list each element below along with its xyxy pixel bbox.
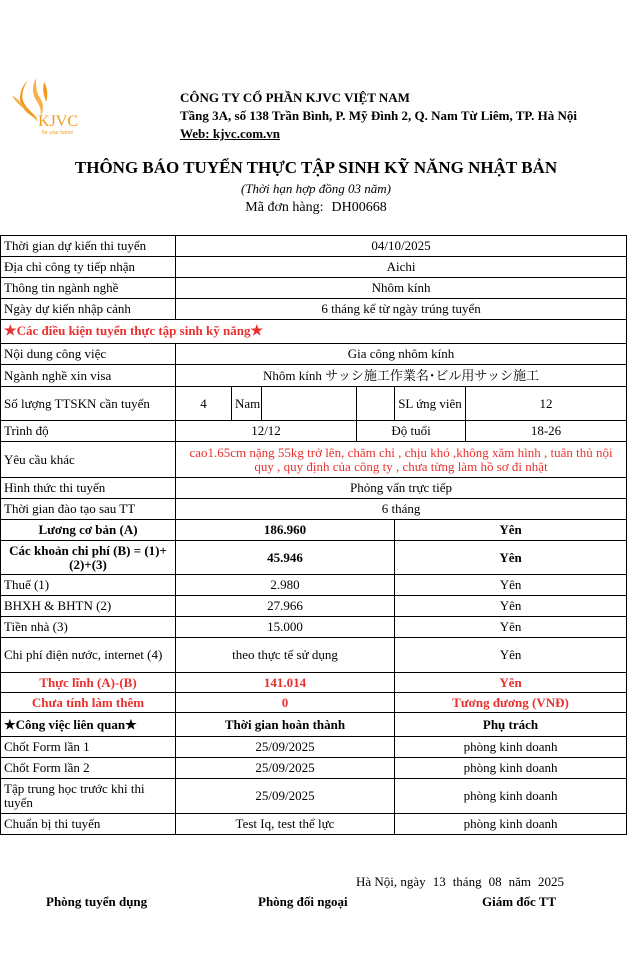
exam-form-value: Phỏng vấn trực tiếp — [176, 478, 627, 499]
tax-label: Thuế (1) — [1, 575, 176, 596]
table-row — [1, 278, 627, 299]
overtime-value: 0 — [176, 693, 395, 713]
age-value: 18-26 — [466, 421, 627, 442]
year-value: 2025 — [537, 874, 564, 889]
table-row — [1, 236, 627, 257]
other-requirements-value: cao1.65cm nặng 55kg trở lên, chăm chỉ , chịu khó ,không xăm hình , tuân thủ nội quy , quy định của công ty , chưa từng làm hồ sơ đi nhật — [176, 442, 627, 478]
contract-term: (Thời hạn hợp đồng 03 năm) — [240, 181, 391, 196]
row-label: Số lượng TTSKN cần tuyển — [1, 387, 176, 421]
table-row — [1, 638, 627, 673]
table-row — [1, 713, 627, 737]
row-label: Thời gian dự kiến thi tuyển — [1, 236, 176, 257]
utilities-value: theo thực tế sử dụng — [176, 638, 395, 673]
task-owner: phòng kinh doanh — [395, 758, 627, 779]
company-address-value: Aichi — [176, 257, 627, 278]
table-row — [1, 617, 627, 638]
owner-header: Phụ trách — [395, 713, 627, 737]
exam-date-value: 04/10/2025 — [176, 236, 627, 257]
base-salary-unit: Yên — [395, 520, 627, 541]
order-code-value: DH00668 — [331, 200, 387, 215]
task-date: 25/09/2025 — [176, 758, 395, 779]
row-label: Ngành nghề xin visa — [1, 365, 176, 387]
task-name: Tập trung học trước khi thi tuyển — [1, 779, 176, 814]
table-row — [1, 673, 627, 693]
day-value: 13 — [432, 874, 446, 889]
tasks-header — [1, 713, 176, 737]
row-label: Địa chỉ công ty tiếp nhận — [1, 257, 176, 278]
row-label: Trình độ — [1, 421, 176, 442]
place-label: Hà Nội, ngày — [356, 874, 426, 889]
education-value: 12/12 — [176, 421, 357, 442]
row-label: Hình thức thi tuyển — [1, 478, 176, 499]
row-label: Yêu cầu khác — [1, 442, 176, 478]
table-row — [1, 814, 627, 835]
signature-foreign-affairs: Phòng đối ngoại — [258, 894, 348, 909]
conditions-header-text: Các điều kiện tuyển thực tập sinh kỹ năng — [16, 323, 251, 338]
utilities-unit: Yên — [395, 638, 627, 673]
month-label: tháng — [452, 874, 482, 889]
entry-date-value: 6 tháng kể từ ngày trúng tuyển — [176, 299, 627, 320]
company-logo — [8, 76, 100, 138]
signature-director: Giám đốc TT — [482, 894, 557, 909]
insurance-value: 27.966 — [176, 596, 395, 617]
male-label: Nam — [232, 387, 262, 421]
phoenix-logo-icon — [8, 76, 100, 138]
table-row — [1, 779, 627, 814]
job-content-value: Gia công nhôm kính — [176, 344, 627, 365]
base-salary-value: 186.960 — [176, 520, 395, 541]
table-row — [1, 320, 627, 344]
insurance-unit: Yên — [395, 596, 627, 617]
costs-value: 45.946 — [176, 541, 395, 575]
table-row — [1, 344, 627, 365]
svg-text:for your future: for your future — [42, 130, 74, 136]
conditions-header — [1, 320, 627, 344]
task-owner: phòng kinh doanh — [395, 814, 627, 835]
tax-unit: Yên — [395, 575, 627, 596]
task-date: Test Iq, test thể lực — [176, 814, 395, 835]
table-row — [1, 737, 627, 758]
candidates-value: 12 — [466, 387, 627, 421]
net-salary-label: Thực lĩnh (A)-(B) — [1, 673, 176, 693]
training-time-value: 6 tháng — [176, 499, 627, 520]
completion-time-header: Thời gian hoàn thành — [176, 713, 395, 737]
task-owner: phòng kinh doanh — [395, 737, 627, 758]
housing-value: 15.000 — [176, 617, 395, 638]
visa-value: Nhôm kính サッシ施工作業名･ビル用サッシ施工 — [176, 365, 627, 387]
table-row — [1, 478, 627, 499]
costs-label: Các khoản chi phí (B) = (1)+(2)+(3) — [1, 541, 176, 575]
company-address: Tầng 3A, số 138 Trần Bình, P. Mỹ Đình 2, Q. Nam Từ Liêm, TP. Hà Nội — [180, 108, 578, 123]
table-row — [1, 299, 627, 320]
star-icon: ★ — [4, 716, 16, 732]
recruitment-table — [0, 235, 627, 835]
order-code — [0, 200, 632, 216]
document-title: THÔNG BÁO TUYỂN THỰC TẬP SINH KỸ NĂNG NHẬT BẢN — [74, 158, 558, 177]
tasks-header-text: Công việc liên quan — [15, 716, 126, 732]
star-icon: ★ — [4, 324, 17, 339]
company-info — [180, 89, 577, 143]
table-row — [1, 387, 627, 421]
star-icon: ★ — [250, 324, 264, 339]
table-row — [1, 442, 627, 478]
task-name: Chốt Form lần 1 — [1, 737, 176, 758]
costs-unit: Yên — [395, 541, 627, 575]
company-name: CÔNG TY CỔ PHẦN KJVC VIỆT NAM — [180, 90, 410, 105]
table-row — [1, 499, 627, 520]
table-row — [1, 365, 627, 387]
tax-value: 2.980 — [176, 575, 395, 596]
overtime-unit: Tương đương (VNĐ) — [395, 693, 627, 713]
blank-cell — [357, 387, 395, 421]
table-row — [1, 421, 627, 442]
overtime-label: Chưa tính làm thêm — [1, 693, 176, 713]
signature-recruitment: Phòng tuyển dụng — [46, 894, 148, 909]
year-label: năm — [508, 874, 531, 889]
net-salary-unit: Yên — [395, 673, 627, 693]
task-name: Chuẩn bị thi tuyển — [1, 814, 176, 835]
table-row — [1, 575, 627, 596]
table-row — [1, 596, 627, 617]
utilities-label: Chi phí điện nước, internet (4) — [1, 638, 176, 673]
table-row — [1, 758, 627, 779]
net-salary-value: 141.014 — [176, 673, 395, 693]
industry-value: Nhôm kính — [176, 278, 627, 299]
task-owner: phòng kinh doanh — [395, 779, 627, 814]
male-value — [262, 387, 357, 421]
svg-text:KJVC: KJVC — [38, 113, 79, 130]
base-salary-label: Lương cơ bản (A) — [1, 520, 176, 541]
signing-date — [356, 874, 571, 890]
candidates-label: SL ứng viên — [395, 387, 466, 421]
task-name: Chốt Form lần 2 — [1, 758, 176, 779]
task-date: 25/09/2025 — [176, 737, 395, 758]
task-date: 25/09/2025 — [176, 779, 395, 814]
order-code-label: Mã đơn hàng: — [245, 200, 324, 215]
housing-label: Tiền nhà (3) — [1, 617, 176, 638]
row-label: Thời gian đào tạo sau TT — [1, 499, 176, 520]
month-value: 08 — [488, 874, 502, 889]
star-icon: ★ — [125, 716, 137, 732]
row-label: Thông tin ngành nghề — [1, 278, 176, 299]
table-row — [1, 541, 627, 575]
insurance-label: BHXH & BHTN (2) — [1, 596, 176, 617]
table-row — [1, 693, 627, 713]
row-label: Nội dung công việc — [1, 344, 176, 365]
company-website-link[interactable]: Web: kjvc.com.vn — [180, 126, 281, 141]
table-row — [1, 520, 627, 541]
housing-unit: Yên — [395, 617, 627, 638]
row-label: Ngày dự kiến nhập cảnh — [1, 299, 176, 320]
quantity-value: 4 — [176, 387, 232, 421]
table-row — [1, 257, 627, 278]
age-label: Độ tuổi — [357, 421, 466, 442]
